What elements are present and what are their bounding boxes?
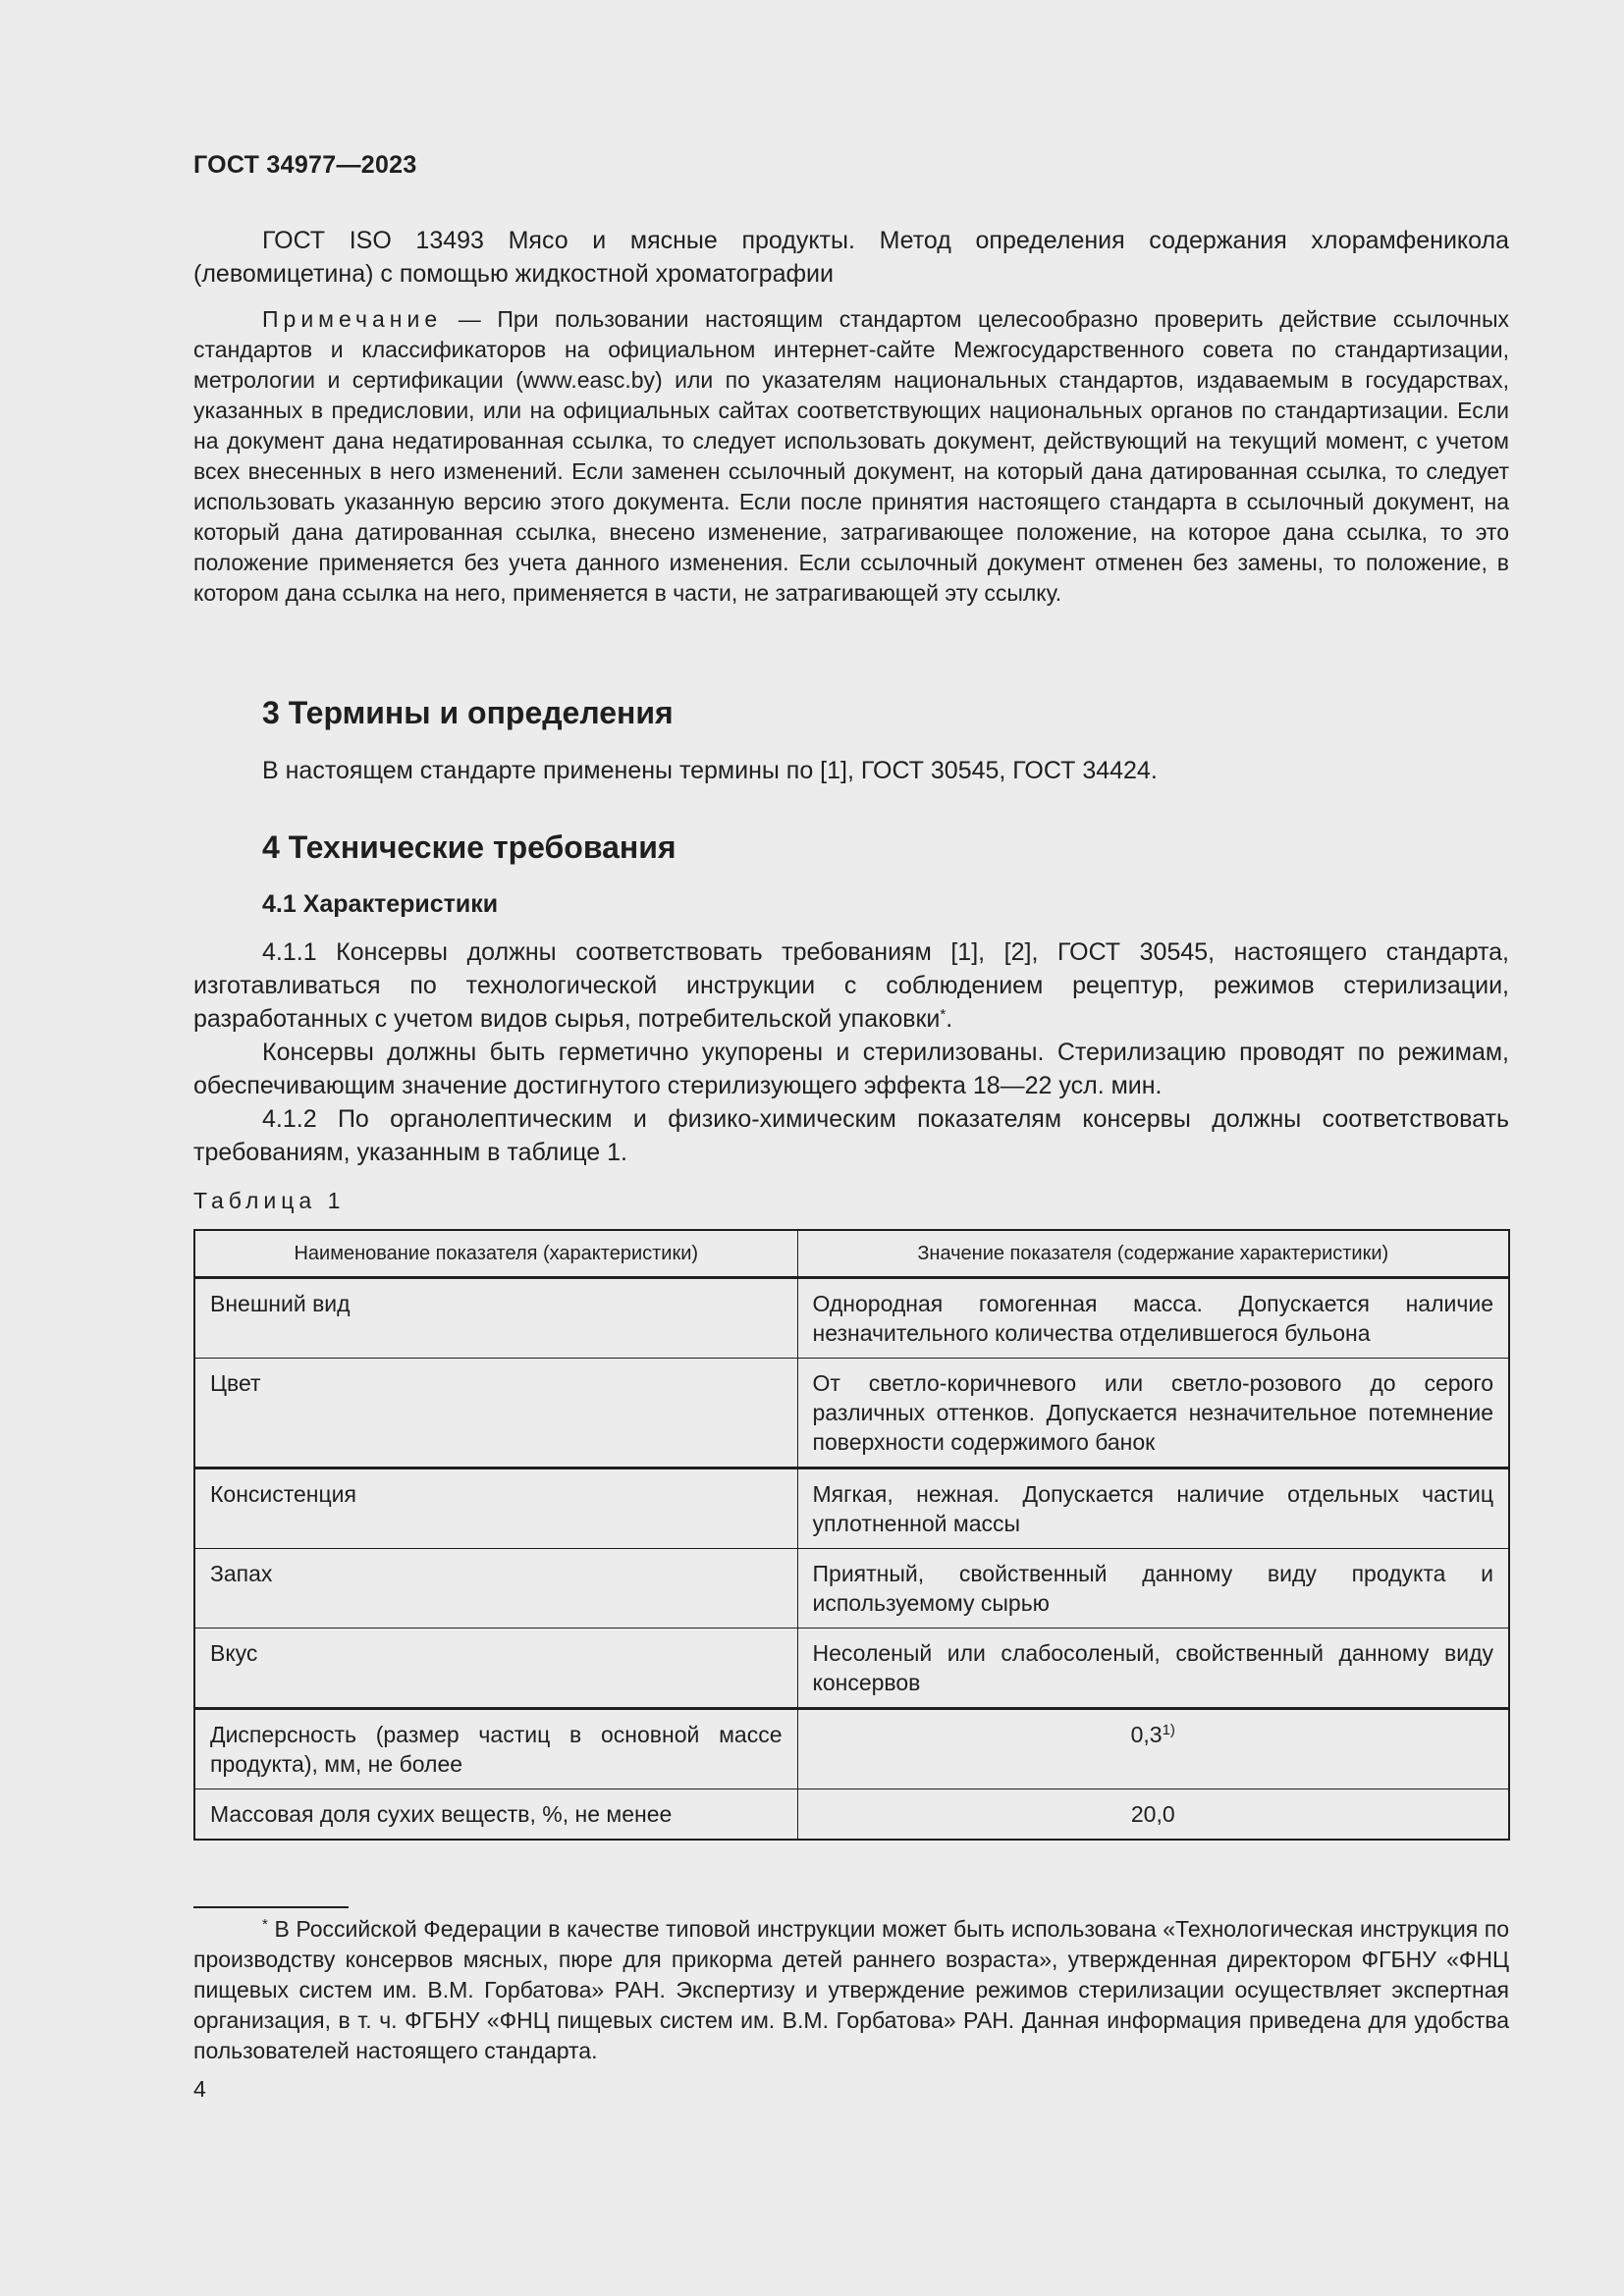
footnote-mark: *	[940, 1006, 947, 1023]
table-1	[193, 1229, 1510, 1841]
table-header-row	[194, 1230, 1509, 1278]
referenced-standard-item: ГОСТ ISO 13493 Мясо и мясные продукты. Метод определения содержания хлорамфеникола (левомицетина) с помощью жидкостной хроматографии	[193, 227, 1509, 288]
section-3-text: В настоящем стандарте применены термины по [1], ГОСТ 30545, ГОСТ 34424.	[262, 757, 1158, 784]
row-name: Дисперсность (размер частиц в основной массе продукта), мм, не более	[194, 1709, 797, 1789]
footnote-separator	[193, 1906, 349, 1908]
note-paragraph	[193, 304, 1509, 609]
subsection-4-1-heading: 4.1 Характеристики	[262, 890, 499, 918]
table-row	[194, 1629, 1509, 1709]
table-row	[194, 1468, 1509, 1549]
table-row	[194, 1359, 1509, 1468]
document-code-header: ГОСТ 34977—2023	[193, 151, 417, 179]
table-row	[194, 1549, 1509, 1629]
note-label: Примечание	[262, 306, 443, 332]
table-row	[194, 1709, 1509, 1789]
row-value: Несоленый или слабосоленый, свойственный данному виду консервов	[797, 1629, 1509, 1709]
footnote	[193, 1914, 1509, 2066]
row-value: Однородная гомогенная масса. Допускается наличие незначительного количества отделившегося бульона	[797, 1278, 1509, 1359]
row-value: Приятный, свойственный данному виду продукта и используемому сырью	[797, 1549, 1509, 1629]
table-col2-header: Значение показателя (содержание характеристики)	[797, 1230, 1509, 1278]
row-name: Внешний вид	[194, 1278, 797, 1359]
page-number: 4	[193, 2076, 206, 2102]
row-name: Массовая доля сухих веществ, %, не менее	[194, 1789, 797, 1841]
paragraph-4-1-2: 4.1.2 По органолептическим и физико-химическим показателям консервы должны соответствовать требованиям, указанным в таблице 1.	[193, 1105, 1509, 1166]
paragraph-4-1-1-cont: Консервы должны быть герметично укупорены и стерилизованы. Стерилизацию проводят по режимам, обеспечивающим значение достигнутого стерилизующего эффекта 18—22 усл. мин.	[193, 1039, 1509, 1099]
row-name: Консистенция	[194, 1468, 797, 1549]
table-footnote-mark: 1)	[1162, 1722, 1175, 1738]
row-value: 0,3$^{1)}$	[797, 1709, 1509, 1789]
row-value: От светло-коричневого или светло-розового до серого различных оттенков. Допускается незначительное потемнение поверхности содержимого банок	[797, 1359, 1509, 1468]
footnote-text: В Российской Федерации в качестве типовой инструкции может быть использована «Технологическая инструкция по производству консервов мясных, пюре для прикорма детей раннего возраста», утвержденная директором ФГБНУ «ФНЦ пищевых систем им. В.М. Горбатова» РАН. Экспертизу и утверждение режимов стерилизации осуществляет экспертная организация, в т. ч. ФГБНУ «ФНЦ пищевых систем им. В.М. Горбатова» РАН. Данная информация приведена для удобства пользователей настоящего стандарта.	[193, 1916, 1509, 2063]
paragraph-4-1-1: 4.1.1 Консервы должны соответствовать требованиям [1], [2], ГОСТ 30545, настоящего стандарта, изготавливаться по технологической инструкции с соблюдением рецептур, режимов стерилизации, разработанных с учетом видов сырья, потребительской упаковки*.	[193, 938, 1509, 1033]
table-row	[194, 1789, 1509, 1841]
table-row	[194, 1278, 1509, 1359]
section-3-heading: 3 Термины и определения	[262, 695, 674, 730]
note-text: — При пользовании настоящим стандартом целесообразно проверить действие ссылочных стандартов и классификаторов на официальном интернет-сайте Межгосударственного совета по стандартизации, метрологии и сертификации (www.easc.by) или по указателям национальных стандартов, издаваемым в государствах, указанных в предисловии, или на официальных сайтах соответствующих национальных органов по стандартизации. Если на документ дана недатированная ссылка, то следует использовать документ, действующий на текущий момент, с учетом всех внесенных в него изменений. Если заменен ссылочный документ, на который дана датированная ссылка, то следует использовать указанную версию этого документа. Если после принятия настоящего стандарта в ссылочный документ, на который дана датированная ссылка, внесено изменение, затрагивающее положение, на которое дана ссылка, то это положение применяется без учета данного изменения. Если ссылочный документ отменен без замены, то положение, в котором дана ссылка на него, применяется в части, не затрагивающей эту ссылку.	[193, 306, 1509, 606]
row-name: Запах	[194, 1549, 797, 1629]
row-value: 20,0	[797, 1789, 1509, 1841]
section-4-body	[193, 935, 1509, 1169]
section-4-heading: 4 Технические требования	[262, 829, 677, 865]
row-name: Цвет	[194, 1359, 797, 1468]
row-name: Вкус	[194, 1629, 797, 1709]
footnote-marker: *	[262, 1916, 268, 1933]
table-1-label: Таблица 1	[193, 1188, 346, 1213]
table-col1-header: Наименование показателя (характеристики)	[194, 1230, 797, 1278]
row-value: Мягкая, нежная. Допускается наличие отдельных частиц уплотненной массы	[797, 1468, 1509, 1549]
